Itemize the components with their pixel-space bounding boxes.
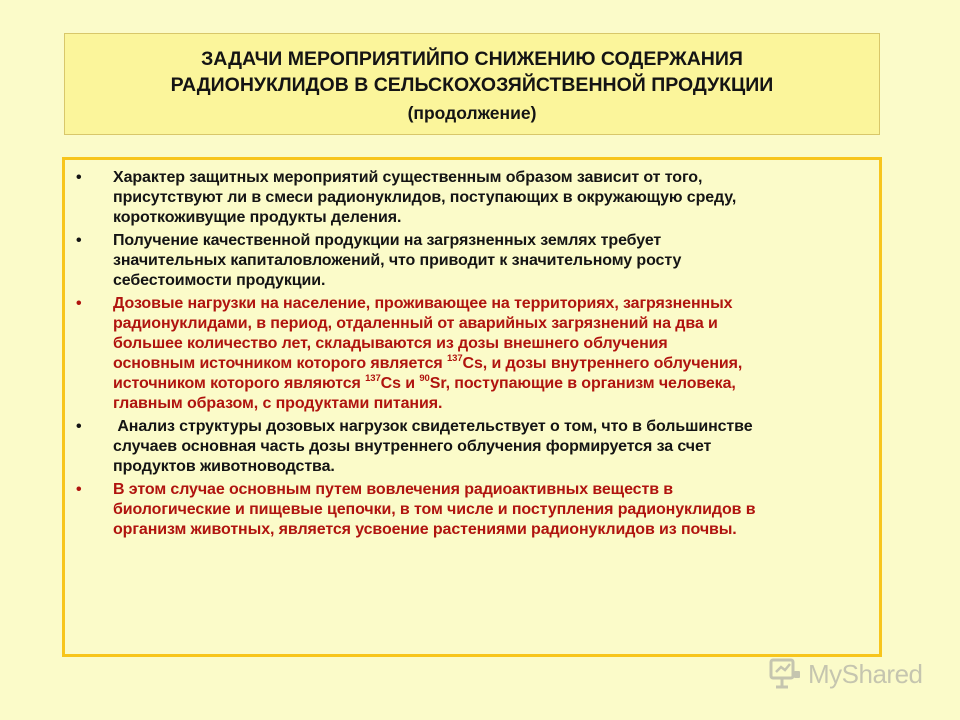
bullet-marker: • — [76, 169, 82, 186]
line-segment: источником которого являются — [113, 375, 361, 392]
bullet-text — [113, 294, 877, 414]
bullet-marker: • — [76, 232, 82, 249]
bullet-line: В этом случае основным путем вовлечения радиоактивных веществ в — [113, 481, 674, 498]
watermark — [768, 656, 923, 692]
slide-title-line-2: РАДИОНУКЛИДОВ В СЕЛЬСКОХОЗЯЙСТВЕННОЙ ПРОДУКЦИИ — [170, 74, 774, 96]
slide-title-line-1: ЗАДАЧИ МЕРОПРИЯТИЙПО СНИЖЕНИЮ СОДЕРЖАНИЯ — [201, 48, 743, 70]
bullet-line — [113, 374, 877, 394]
line-segment: Cs и — [380, 375, 416, 392]
bullet-line: значительных капиталовложений, что приводит к значительному росту — [113, 252, 682, 269]
bullet-line: Характер защитных мероприятий существенным образом зависит от того, — [113, 169, 703, 186]
line-segment: Cs, и дозы внутреннего облучения, — [462, 355, 743, 372]
isotope-mass-number: 137 — [446, 353, 463, 364]
bullet-text — [113, 417, 877, 477]
bullet-item-1 — [65, 168, 877, 228]
bullet-line: большее количество лет, складываются из дозы внешнего облучения — [113, 335, 668, 352]
bullet-line: биологические и пищевые цепочки, в том числе и поступления радионуклидов в — [113, 501, 756, 518]
bullet-line: Получение качественной продукции на загрязненных землях требует — [113, 232, 662, 249]
line-segment: основным источником которого является — [113, 355, 443, 372]
isotope-mass-number: 90 — [419, 373, 430, 384]
bullet-line — [113, 354, 877, 374]
isotope-mass-number: 137 — [365, 373, 381, 384]
bullet-item-3 — [65, 294, 877, 414]
presentation-icon — [768, 657, 802, 691]
line-segment: Sr, поступающие в организм человека, — [429, 375, 736, 392]
bullet-text — [113, 231, 877, 291]
bullet-item-4 — [65, 417, 877, 477]
bullet-line: короткоживущие продукты деления. — [113, 209, 402, 226]
content-frame — [62, 157, 882, 657]
bullet-text — [113, 480, 877, 540]
bullet-line: продуктов животноводства. — [113, 458, 335, 475]
bullet-item-5 — [65, 480, 877, 540]
bullet-text — [113, 168, 877, 228]
watermark-text: MyShared — [808, 658, 923, 689]
bullet-line: случаев основная часть дозы внутреннего облучения формируется за счет — [113, 438, 712, 455]
bullet-line: Дозовые нагрузки на население, проживающее на территориях, загрязненных — [113, 295, 733, 312]
bullet-marker: • — [76, 295, 82, 312]
bullet-line: главным образом, с продуктами питания. — [113, 395, 443, 412]
slide-subtitle: (продолжение) — [407, 103, 537, 123]
bullet-line: организм животных, является усвоение растениями радионуклидов из почвы. — [113, 521, 737, 538]
slide-title-box — [64, 33, 880, 135]
bullet-marker: • — [76, 418, 82, 435]
bullet-item-2 — [65, 231, 877, 291]
bullet-list — [65, 168, 877, 543]
bullet-line: радионуклидами, в период, отдаленный от аварийных загрязнений на два и — [113, 315, 718, 332]
bullet-line: присутствуют ли в смеси радионуклидов, поступающих в окружающую среду, — [113, 189, 737, 206]
bullet-line: себестоимости продукции. — [113, 272, 326, 289]
bullet-marker: • — [76, 481, 82, 498]
bullet-line: Анализ структуры дозовых нагрузок свидетельствует о том, что в большинстве — [113, 418, 753, 435]
